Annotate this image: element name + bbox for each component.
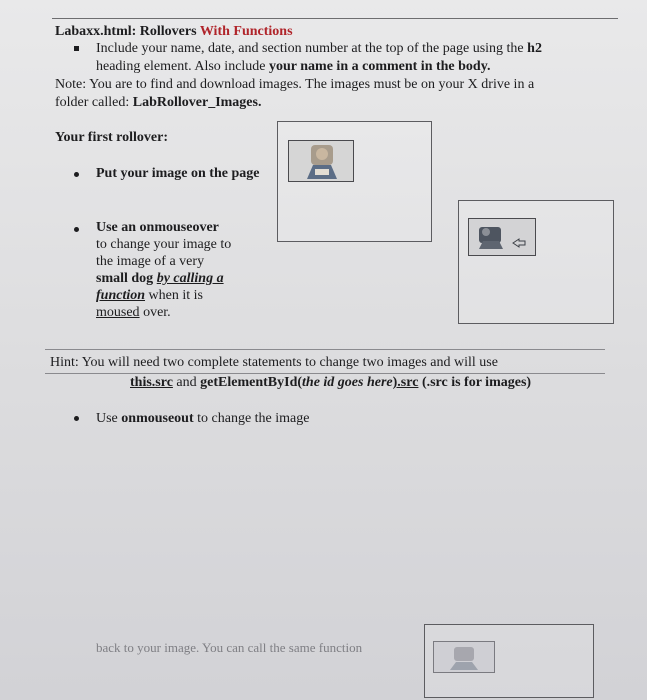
note-line-1: Note: You are to find and download images. The images must be on your X drive in a bbox=[55, 77, 535, 92]
bullet-2-marker bbox=[74, 227, 79, 232]
bullet-2-line-4 bbox=[96, 271, 224, 287]
hint-line-1: Hint: You will need two complete statements to change two images and will use bbox=[50, 355, 498, 370]
example-image-2 bbox=[468, 218, 536, 256]
section-heading: Your first rollover: bbox=[55, 130, 169, 145]
page-title bbox=[55, 24, 293, 40]
note-folder-name: LabRollover_Images. bbox=[132, 95, 262, 110]
bullet-2-line-6 bbox=[96, 305, 171, 321]
by-calling-text: by calling a bbox=[156, 271, 224, 286]
title-rollovers: Rollovers bbox=[139, 24, 197, 39]
note-folder-label: folder called: bbox=[55, 95, 130, 110]
and-text: and bbox=[176, 375, 197, 390]
use-text: Use bbox=[96, 411, 118, 426]
when-it-is-text: when it is bbox=[148, 288, 203, 303]
change-image-text: to change the image bbox=[197, 411, 310, 426]
top-rule bbox=[52, 18, 618, 19]
bullet-2-line-2: to change your image to bbox=[96, 237, 232, 252]
intro-name-comment: your name in a comment in the body. bbox=[269, 59, 491, 74]
hint-line-2 bbox=[130, 375, 531, 391]
intro-line-1 bbox=[96, 41, 542, 57]
src-for-images-text: (.src is for images) bbox=[421, 375, 532, 390]
intro-line-2 bbox=[96, 59, 490, 75]
function-text: function bbox=[96, 288, 146, 303]
note-line-2 bbox=[55, 95, 261, 111]
bullet-2-line-1: Use an onmouseover bbox=[96, 220, 219, 235]
small-dog-text: small dog bbox=[96, 271, 154, 286]
bullet-3-marker bbox=[74, 416, 79, 421]
get-element-by-id-text: getElementById( bbox=[200, 375, 303, 390]
faded-image-icon bbox=[434, 642, 494, 672]
intro-bullet-marker bbox=[74, 46, 79, 51]
dot-src-text: ).src bbox=[392, 375, 419, 390]
title-with-functions: With Functions bbox=[199, 24, 293, 39]
footer-text: back to your image. You can call the same function bbox=[96, 640, 363, 655]
person-image-icon bbox=[289, 141, 353, 181]
id-goes-here-text: the id goes here bbox=[302, 375, 393, 390]
over-text: over. bbox=[143, 305, 171, 320]
bullet-3-text bbox=[96, 411, 309, 427]
intro-line-1-text: Include your name, date, and section number at the top of the page using the bbox=[96, 41, 524, 56]
bullet-2-line-3: the image of a very bbox=[96, 254, 205, 269]
bullet-1-text: Put your image on the page bbox=[96, 166, 260, 181]
bullet-2-line-5 bbox=[96, 288, 203, 304]
moused-text: moused bbox=[96, 305, 140, 320]
bullet-1-marker bbox=[74, 172, 79, 177]
hint-mid-rule bbox=[45, 373, 605, 374]
intro-line-2-text: heading element. Also include bbox=[96, 59, 266, 74]
hint-top-rule bbox=[45, 349, 605, 350]
intro-h2: h2 bbox=[527, 41, 542, 56]
title-filename: Labaxx.html: bbox=[55, 24, 137, 39]
example-image-3 bbox=[433, 641, 495, 673]
example-image-1 bbox=[288, 140, 354, 182]
onmouseout-text: onmouseout bbox=[121, 411, 194, 426]
dog-image-icon bbox=[469, 219, 535, 255]
this-src-text: this.src bbox=[130, 375, 173, 390]
